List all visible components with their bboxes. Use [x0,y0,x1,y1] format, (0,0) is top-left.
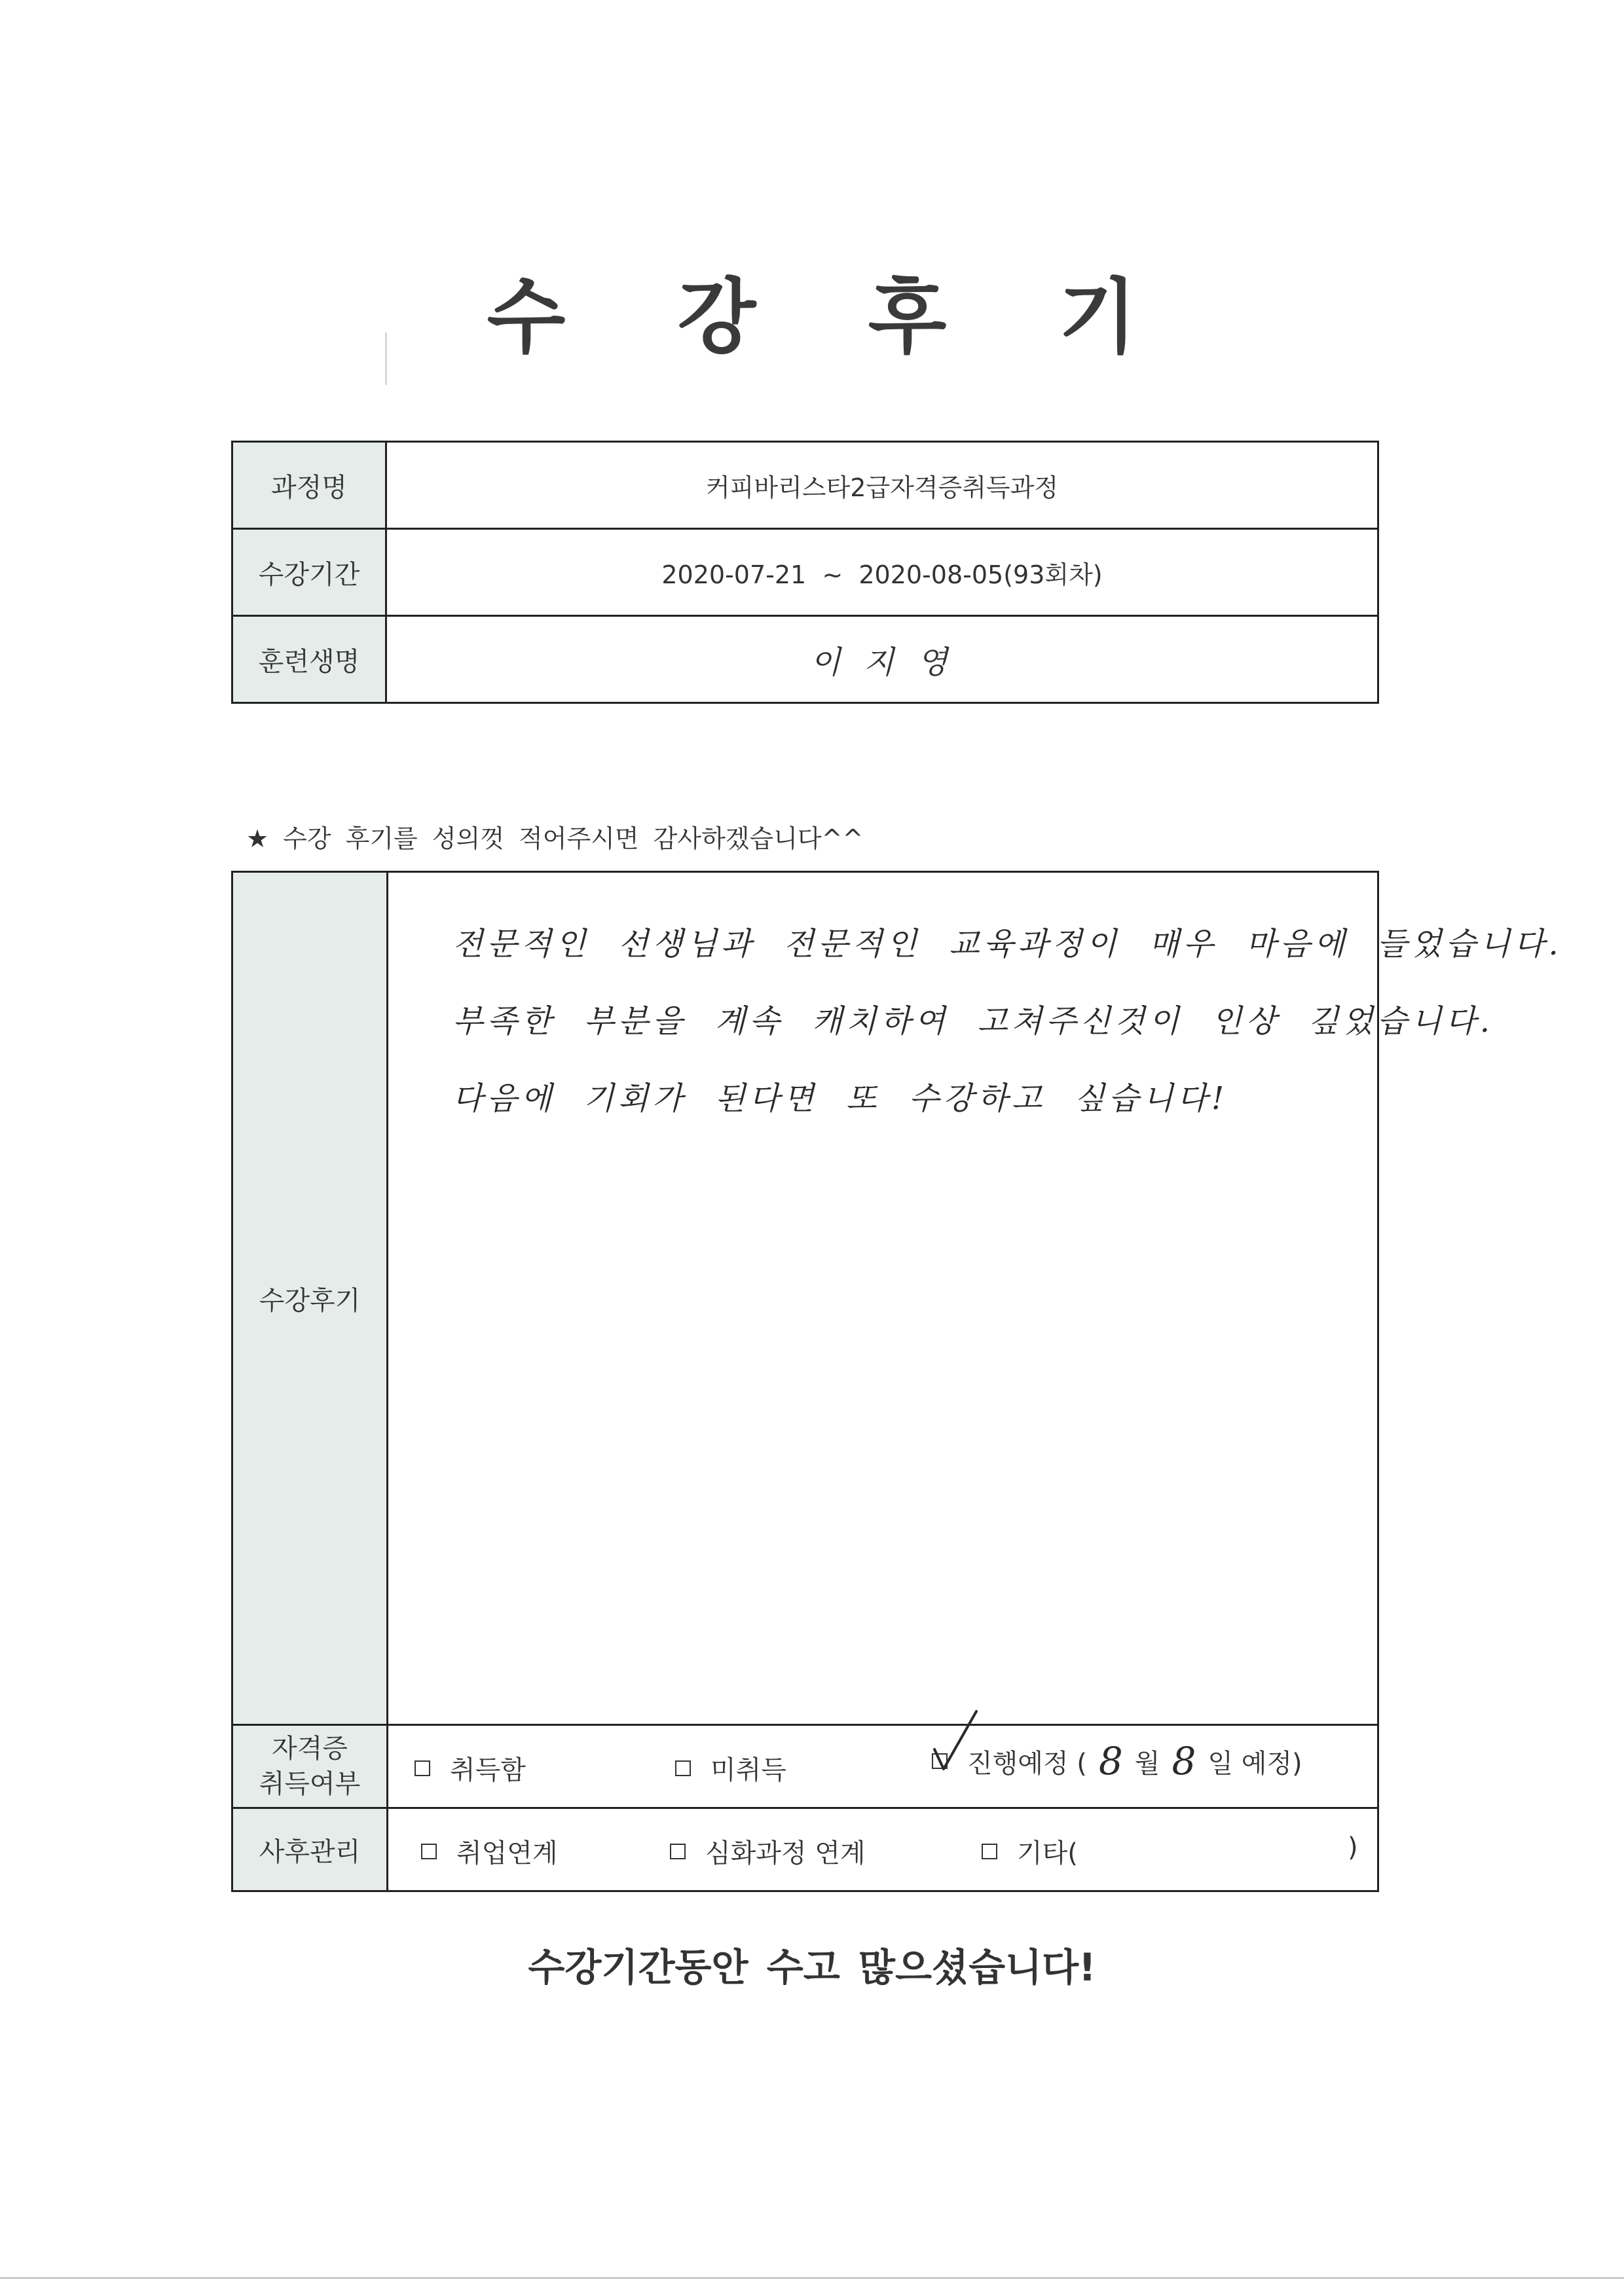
certificate-label [232,1725,388,1808]
period-row [232,529,1378,616]
scan-bottom-edge [0,2277,1624,2279]
course-row [232,442,1378,529]
other-checkbox[interactable] [982,1844,997,1859]
review-line-3: 다음에 기회가 된다면 또 수강하고 싶습니다! [452,1080,1228,1117]
option-advanced-course[interactable] [670,1832,866,1870]
job-link-checkbox[interactable] [421,1844,437,1859]
trainee-name: 이 지 영 [810,644,954,681]
certificate-options [388,1725,1378,1808]
trainee-name-handwritten [386,616,1378,703]
course-info-table [231,441,1379,704]
not-acquired-checkbox[interactable] [675,1760,691,1776]
job-link-label: 취업연계 [456,1838,558,1868]
acquired-checkbox[interactable] [415,1760,430,1776]
planned-month-value: 8 [1098,1739,1123,1783]
option-planned[interactable] [932,1739,1302,1783]
planned-label: 진행예정 ( [967,1748,1087,1779]
planned-day-value: 8 [1172,1739,1196,1783]
page-title: 수 강 후 기 [487,270,1179,365]
option-acquired[interactable] [415,1749,526,1787]
aftercare-row [232,1808,1378,1891]
other-label: 기타( [1017,1838,1078,1868]
option-not-acquired[interactable] [675,1749,786,1787]
certificate-label-line1: 자격증 [272,1734,348,1764]
scan-mark [385,333,387,385]
closing-message: 수강기간동안 수고 많으셨습니다! [528,1945,1096,1990]
not-acquired-label: 미취득 [710,1755,786,1785]
review-line-2: 부족한 부분을 계속 캐치하여 고쳐주신것이 인상 깊었습니다. [452,1003,1494,1040]
advanced-course-label: 심화과정 연계 [705,1838,866,1868]
option-other[interactable] [982,1832,1078,1870]
option-job-link[interactable] [421,1832,558,1870]
trainee-row [232,616,1378,703]
review-line-1: 전문적인 선생님과 전문적인 교육과정이 매우 마음에 들었습니다. [452,926,1562,962]
period-label: 수강기간 [232,529,386,616]
certificate-label-line2: 취득여부 [259,1769,361,1799]
aftercare-options [388,1808,1378,1891]
certificate-row [232,1725,1378,1808]
check-mark-icon [929,1709,982,1774]
period-value: 2020-07-21 ~ 2020-08-05(93회차) [386,529,1378,616]
review-text-area [388,872,1562,1725]
trainee-label: 훈련생명 [232,616,386,703]
review-label: 수강후기 [232,872,388,1725]
review-table [231,871,1562,1892]
day-unit: 일 예정) [1208,1748,1302,1779]
advanced-course-checkbox[interactable] [670,1844,686,1859]
other-close-paren: ) [1348,1832,1358,1863]
course-value: 커피바리스타2급자격증취득과정 [386,442,1378,529]
acquired-label: 취득함 [450,1755,526,1785]
course-label: 과정명 [232,442,386,529]
instruction-note: ★ 수강 후기를 성의껏 적어주시면 감사하겠습니다^^ [246,824,864,853]
month-unit: 월 [1134,1748,1160,1779]
review-row [232,872,1378,1725]
aftercare-label: 사후관리 [232,1808,388,1891]
planned-checkbox[interactable] [932,1753,948,1769]
